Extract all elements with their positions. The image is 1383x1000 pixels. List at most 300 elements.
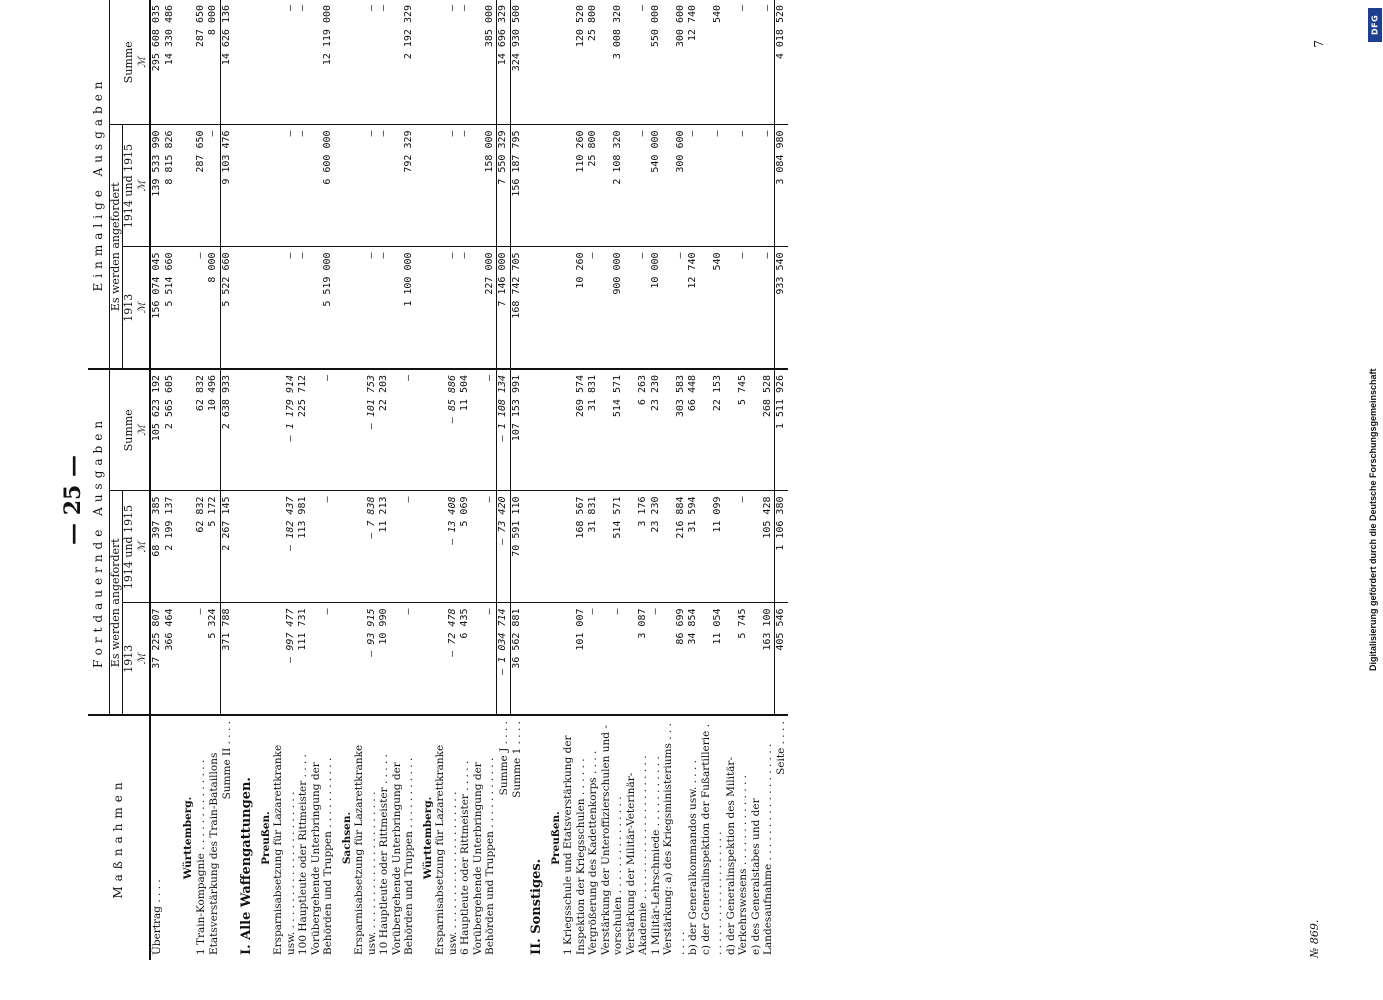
value-cell: 7 146 000 (497, 247, 511, 369)
value-cell: 540 (700, 0, 725, 125)
value-cell: — (207, 125, 220, 247)
value-cell: 385 000 (472, 0, 497, 125)
digitization-sidebar (1368, 8, 1382, 992)
value-cell: — 997 477 (284, 608, 296, 663)
table-row (625, 0, 650, 960)
value-cell: 3 176 (625, 491, 650, 603)
value-cell: 3 008 320 (600, 0, 625, 125)
value-cell: 303 583 (662, 369, 687, 491)
value-cell: 300 600 (662, 125, 687, 247)
state-heading: Württemberg. (176, 715, 195, 960)
value-cell: — 85 886 (434, 369, 459, 491)
digitization-note: Digitalisierung gefördert durch die Deutsche Forschungsgemeinschaft (1368, 368, 1378, 672)
value-cell: — (625, 247, 650, 369)
value-cell: 2 108 320 (600, 125, 625, 247)
table-row (662, 0, 687, 960)
value-cell: 105 428 (750, 491, 775, 603)
empty-cell (416, 491, 435, 603)
table-row (164, 0, 177, 960)
value-cell: 163 100 (761, 608, 773, 651)
value-cell: 11 213 (378, 491, 391, 603)
value-cell: 10 260 (562, 247, 587, 369)
value-cell: — (310, 369, 335, 491)
value-cell: — (353, 247, 378, 369)
value-cell: 5 172 (207, 491, 220, 603)
value-cell: 792 329 (391, 125, 416, 247)
state-heading: Württemberg. (416, 715, 435, 960)
empty-cell (544, 125, 563, 247)
table-row (195, 0, 208, 960)
section-heading-row (176, 0, 195, 960)
value-cell: 105 623 192 (150, 369, 164, 491)
value-cell: 5 069 (459, 491, 472, 603)
value-cell: — 1 034 714 (497, 603, 511, 715)
value-cell: — (378, 125, 391, 247)
value-cell: — (195, 247, 208, 369)
value-cell: 31 594 (687, 491, 700, 603)
section-heading-row (523, 0, 544, 960)
empty-cell (335, 603, 354, 715)
value-cell: 120 520 (562, 0, 587, 125)
empty-cell (335, 0, 354, 125)
measure-label: c) der Generalinspektion der Fußartillerie . . . . . . . . . . . . . . . . . . . . (700, 715, 725, 960)
table-row (353, 0, 378, 960)
value-cell: 34 854 (687, 608, 698, 645)
value-cell: 12 740 (687, 0, 700, 125)
value-cell: 540 (700, 247, 725, 369)
value-cell: 113 981 (297, 491, 310, 603)
empty-cell (233, 369, 254, 491)
empty-cell (176, 125, 195, 247)
value-cell: 168 742 705 (510, 247, 523, 369)
value-cell: 9 103 476 (220, 125, 233, 247)
empty-cell (523, 0, 544, 125)
value-cell: 31 831 (587, 369, 600, 491)
empty-cell (254, 603, 273, 715)
rotated-page (40, 0, 1360, 1000)
year-label: 1914 und 1915 (122, 504, 135, 590)
value-cell: 514 571 (600, 369, 625, 491)
unit-label: ℳ (136, 653, 148, 665)
value-cell: — (272, 0, 297, 125)
empty-cell (523, 125, 544, 247)
table-row (700, 0, 725, 960)
empty-cell (544, 247, 563, 369)
value-cell: 8 815 826 (164, 125, 177, 247)
page-number: — 25 — (60, 455, 86, 545)
table-row (472, 0, 497, 960)
table-row (150, 0, 164, 960)
empty-cell (335, 125, 354, 247)
empty-cell (544, 0, 563, 125)
year-label: 1913 (122, 644, 135, 673)
value-cell: — (725, 125, 750, 247)
value-cell: — 101 753 (353, 369, 378, 491)
value-cell: 514 571 (600, 491, 625, 603)
value-cell: 371 788 (220, 603, 233, 715)
page-mark-right: 7 (1312, 40, 1326, 48)
value-cell: 7 550 329 (497, 125, 511, 247)
empty-cell (523, 247, 544, 369)
value-cell: 550 000 (650, 0, 663, 125)
empty-cell (523, 603, 544, 715)
section-heading-row (335, 0, 354, 960)
value-cell: — (725, 0, 750, 125)
value-cell: — (725, 247, 750, 369)
table-row (650, 0, 663, 960)
value-cell: — (434, 247, 459, 369)
measure-label: 6 Hauptleute oder Rittmeister . . . . . (459, 715, 472, 960)
empty-cell (254, 491, 273, 603)
value-cell: — (272, 125, 297, 247)
table-row (207, 0, 220, 960)
value-cell: 287 650 (195, 125, 208, 247)
value-cell: — (587, 247, 600, 369)
value-cell: — (612, 608, 623, 615)
sum-label: Seite . . . . (775, 715, 788, 960)
value-cell: 2 199 137 (164, 491, 177, 603)
value-cell: — (472, 491, 497, 603)
value-cell: 8 000 (207, 247, 220, 369)
value-cell: — 1 108 134 (497, 369, 511, 491)
value-cell: — (310, 491, 335, 603)
measure-label: Vorübergehende Unterbringung der Behörden und Truppen . . . . . . . . . . . (391, 715, 416, 960)
value-cell: 295 608 035 (150, 0, 164, 125)
measure-label: Vergrößerung des Kadettenkorps . . . . (587, 715, 600, 960)
value-cell: 25 800 (587, 125, 600, 247)
value-cell: 14 696 329 (497, 0, 511, 125)
empty-cell (416, 247, 435, 369)
empty-cell (254, 247, 273, 369)
value-cell: 933 540 (775, 247, 788, 369)
value-cell: 540 000 (650, 125, 663, 247)
value-cell: 107 153 991 (510, 369, 523, 491)
value-cell: — (625, 125, 650, 247)
value-cell: 1 106 380 (775, 491, 788, 603)
value-cell: 900 000 (600, 247, 625, 369)
empty-cell (416, 603, 435, 715)
table-row (310, 0, 335, 960)
empty-cell (176, 0, 195, 125)
value-cell: 5 522 660 (220, 247, 233, 369)
document-number: № 869. (1308, 919, 1321, 958)
value-cell: — 1 179 914 (272, 369, 297, 491)
recurring-sum-label: Summe (122, 409, 135, 452)
value-cell: — (459, 125, 472, 247)
sum-row (220, 0, 233, 960)
value-cell: 23 230 (650, 491, 663, 603)
value-cell: — (391, 491, 416, 603)
section-heading-row (233, 0, 254, 960)
measure-label: Ersparnisabsetzung für Lazarettkranke usw. . . . . . . . . . . . . . . . . . . . . . (272, 715, 297, 960)
state-heading: Sachsen. (335, 715, 354, 960)
value-cell: 216 884 (662, 491, 687, 603)
recurring-sum-header (109, 369, 150, 491)
table-row (750, 0, 775, 960)
value-cell: — (353, 0, 378, 125)
empty-cell (523, 369, 544, 491)
empty-cell (416, 369, 435, 491)
value-cell: 14 626 136 (220, 0, 233, 125)
empty-cell (176, 247, 195, 369)
value-cell: 405 546 (775, 603, 788, 715)
value-cell: — (194, 608, 206, 615)
value-cell: 6 263 (625, 369, 650, 491)
table-row (562, 0, 587, 960)
value-cell: 6 600 000 (310, 125, 335, 247)
measures-header: Maßnahmen (88, 715, 150, 960)
value-cell: 227 000 (472, 247, 497, 369)
value-cell: 101 007 (574, 608, 586, 651)
sum-row (775, 0, 788, 960)
value-cell: 68 397 385 (150, 491, 164, 603)
year-1913-recurring (123, 603, 151, 715)
value-cell: 23 230 (650, 369, 663, 491)
value-cell: 5 745 (737, 608, 748, 639)
year-1913-onetime (123, 247, 151, 369)
value-cell: — (297, 125, 310, 247)
value-cell: 2 192 329 (391, 0, 416, 125)
value-cell: 168 567 (562, 491, 587, 603)
value-cell: 6 435 (459, 608, 470, 639)
sum-label: Summe 1 . . . . (510, 715, 523, 960)
value-cell: 5 745 (725, 369, 750, 491)
value-cell: 1 100 000 (391, 247, 416, 369)
onetime-sum-unit: ℳ (136, 56, 148, 68)
value-cell: 11 099 (700, 491, 725, 603)
section-title: I. Alle Waffengattungen. (233, 715, 254, 960)
onetime-sum-label: Summe (122, 41, 135, 84)
value-cell: 12 740 (687, 247, 700, 369)
empty-cell (416, 0, 435, 125)
value-cell: 14 330 486 (164, 0, 177, 125)
onetime-header: Einmalige Ausgaben (88, 0, 109, 369)
empty-cell (254, 369, 273, 491)
value-cell: 3 084 980 (775, 125, 788, 247)
empty-cell (335, 247, 354, 369)
measure-label: Verstärkung: a) des Kriegsministeriums . . . . . . . (662, 715, 687, 960)
year-1914-recurring (123, 491, 151, 603)
section-heading-row (254, 0, 273, 960)
value-cell: — 182 437 (272, 491, 297, 603)
measure-label (164, 715, 177, 960)
value-cell: — (750, 125, 775, 247)
value-cell: — (725, 491, 750, 603)
value-cell: 31 831 (587, 491, 600, 603)
value-cell: 1 511 926 (775, 369, 788, 491)
value-cell: — (750, 247, 775, 369)
table-row (272, 0, 297, 960)
value-cell: — (403, 608, 414, 615)
value-cell: 70 591 110 (510, 491, 523, 603)
value-cell: — (700, 125, 725, 247)
empty-cell (254, 125, 273, 247)
empty-cell (544, 603, 563, 715)
section-heading-row (544, 0, 563, 960)
sum-label: Summe J . . . . (497, 715, 511, 960)
value-cell: 139 533 990 (150, 125, 164, 247)
value-cell: 287 650 (195, 0, 208, 125)
recurring-demanded: Es werden angefordert (109, 491, 123, 715)
measure-label: 1 Train-Kompagnie . . . . . . . . . . . . . . (195, 715, 208, 960)
state-heading: Preußen. (254, 715, 273, 960)
measure-label: Vorübergehende Unterbringung der Behörden und Truppen . . . . . . . . . . . (310, 715, 335, 960)
value-cell: 10 000 (650, 247, 663, 369)
measure-label: d) der Generalinspektion des Militär-Verkehrswesens . . . . . . . . . . . . . . (725, 715, 750, 960)
value-cell: 11 054 (712, 608, 723, 645)
value-cell: 25 800 (587, 0, 600, 125)
value-cell: 11 504 (459, 369, 472, 491)
empty-cell (544, 369, 563, 491)
value-cell: 86 699 (674, 608, 686, 645)
value-cell: 22 153 (700, 369, 725, 491)
value-cell: 111 731 (297, 608, 308, 651)
value-cell: 22 203 (378, 369, 391, 491)
empty-cell (335, 491, 354, 603)
value-cell: — (750, 0, 775, 125)
value-cell: — (378, 247, 391, 369)
value-cell: — (434, 125, 459, 247)
table-row (725, 0, 750, 960)
value-cell: 268 528 (750, 369, 775, 491)
budget-table (88, 0, 788, 960)
measure-label: Ersparnisabsetzung für Lazarettkranke usw. . . . . . . . . . . . . . . . . . . . . . (434, 715, 459, 960)
value-cell: 10 496 (207, 369, 220, 491)
value-cell: 2 565 605 (164, 369, 177, 491)
measure-label: 1 Militär-Lehrschmiede . . . . . . . . . . . (650, 715, 663, 960)
empty-cell (233, 0, 254, 125)
value-cell: — (649, 608, 661, 615)
value-cell: 62 832 (195, 369, 208, 491)
empty-cell (544, 491, 563, 603)
measure-label: e) des Generalstabes und der Landesaufnahme . . . . . . . . . . . . . . . . . . (750, 715, 775, 960)
empty-cell (254, 0, 273, 125)
value-cell: 156 187 795 (510, 125, 523, 247)
value-cell: 225 712 (297, 369, 310, 491)
value-cell: 62 832 (195, 491, 208, 603)
empty-cell (233, 491, 254, 603)
measure-label: Ersparnisabsetzung für Lazarettkranke usw. . . . . . . . . . . . . . . . . . . . . . (353, 715, 378, 960)
empty-cell (176, 369, 195, 491)
value-cell: 324 930 500 (510, 0, 523, 125)
sum-row (510, 0, 523, 960)
value-cell: — 7 838 (353, 491, 378, 603)
value-cell: — (353, 125, 378, 247)
value-cell: — (378, 0, 391, 125)
value-cell: 4 018 520 (775, 0, 788, 125)
value-cell: — (434, 0, 459, 125)
value-cell: 8 000 (207, 0, 220, 125)
state-heading: Preußen. (544, 715, 563, 960)
value-cell: 66 448 (687, 369, 700, 491)
value-cell: 2 638 933 (220, 369, 233, 491)
value-cell: — (472, 369, 497, 491)
value-cell: 12 119 000 (310, 0, 335, 125)
value-cell: — (272, 247, 297, 369)
value-cell: 5 519 000 (310, 247, 335, 369)
value-cell: — (459, 247, 472, 369)
value-cell: — (687, 125, 700, 247)
empty-cell (176, 491, 195, 603)
measure-label: Vorübergehende Unterbringung der Behörden und Truppen . . . . . . . . . . . (472, 715, 497, 960)
measure-label: Übertrag . . . . (150, 715, 164, 960)
sum-label: Summe II . . . . (220, 715, 233, 960)
measure-label: Verstärkung der Militär-Veterinär-Akademie . . . . . . . . . . . . . . . . . . . . . . (625, 715, 650, 960)
empty-cell (233, 125, 254, 247)
value-cell: 269 574 (562, 369, 587, 491)
value-cell: — (297, 0, 310, 125)
onetime-demanded: Es werden angefordert (109, 125, 123, 369)
recurring-sum-unit: ℳ (136, 424, 148, 436)
section-heading-row (416, 0, 435, 960)
value-cell: — (483, 608, 495, 615)
table-row (378, 0, 391, 960)
value-cell: 5 324 (207, 608, 218, 639)
year-label: 1914 und 1915 (122, 143, 135, 229)
measure-label: 100 Hauptleute oder Rittmeister . . . . (297, 715, 310, 960)
value-cell: 10 990 (378, 608, 389, 645)
value-cell: 366 464 (163, 608, 175, 651)
value-cell: — 13 408 (434, 491, 459, 603)
sum-row (497, 0, 511, 960)
value-cell: — (662, 247, 687, 369)
value-cell: — (625, 0, 650, 125)
value-cell: 2 267 145 (220, 491, 233, 603)
value-cell: 156 074 045 (150, 247, 164, 369)
value-cell: 300 600 (662, 0, 687, 125)
unit-label: ℳ (136, 541, 148, 553)
table-row (600, 0, 625, 960)
measure-label: b) der Generalkommandos usw. . . . . (687, 715, 700, 960)
empty-cell (233, 603, 254, 715)
value-cell: 110 260 (562, 125, 587, 247)
table-row (687, 0, 700, 960)
value-cell: — (297, 247, 310, 369)
table-body (150, 0, 788, 960)
value-cell: — (322, 608, 333, 615)
table-row (434, 0, 459, 960)
value-cell: 37 225 807 (151, 608, 162, 669)
unit-label: ℳ (136, 302, 148, 314)
value-cell: — (459, 0, 472, 125)
empty-cell (335, 369, 354, 491)
table-row (297, 0, 310, 960)
header-row-groups (88, 0, 109, 960)
dfg-logo: DFG (1368, 8, 1382, 42)
value-cell: — (587, 608, 598, 615)
value-cell: 5 514 660 (164, 247, 177, 369)
value-cell: — 73 420 (497, 491, 511, 603)
measure-label: Verstärkung der Unteroffizierschulen und -vorschulen . . . . . . . . . . . . . . . (600, 715, 625, 960)
table-row (459, 0, 472, 960)
recurring-header: Fortdauernde Ausgaben (88, 369, 109, 715)
value-cell: 3 087 (637, 608, 648, 639)
empty-cell (523, 491, 544, 603)
value-cell: — 93 915 (365, 608, 377, 657)
measure-label: 10 Hauptleute oder Rittmeister . . . . . (378, 715, 391, 960)
measure-label: 1 Kriegsschule und Etatsverstärkung der Inspektion der Kriegsschulen . . . . . . (562, 715, 587, 960)
empty-cell (416, 125, 435, 247)
empty-cell (176, 603, 195, 715)
value-cell: — 72 478 (446, 608, 458, 657)
measure-label: Etatsverstärkung des Train-Bataillons (207, 715, 220, 960)
empty-cell (233, 247, 254, 369)
value-cell: 36 562 881 (510, 603, 523, 715)
value-cell: — (391, 369, 416, 491)
onetime-sum-header (109, 0, 150, 125)
table-row (391, 0, 416, 960)
value-cell: 158 000 (472, 125, 497, 247)
